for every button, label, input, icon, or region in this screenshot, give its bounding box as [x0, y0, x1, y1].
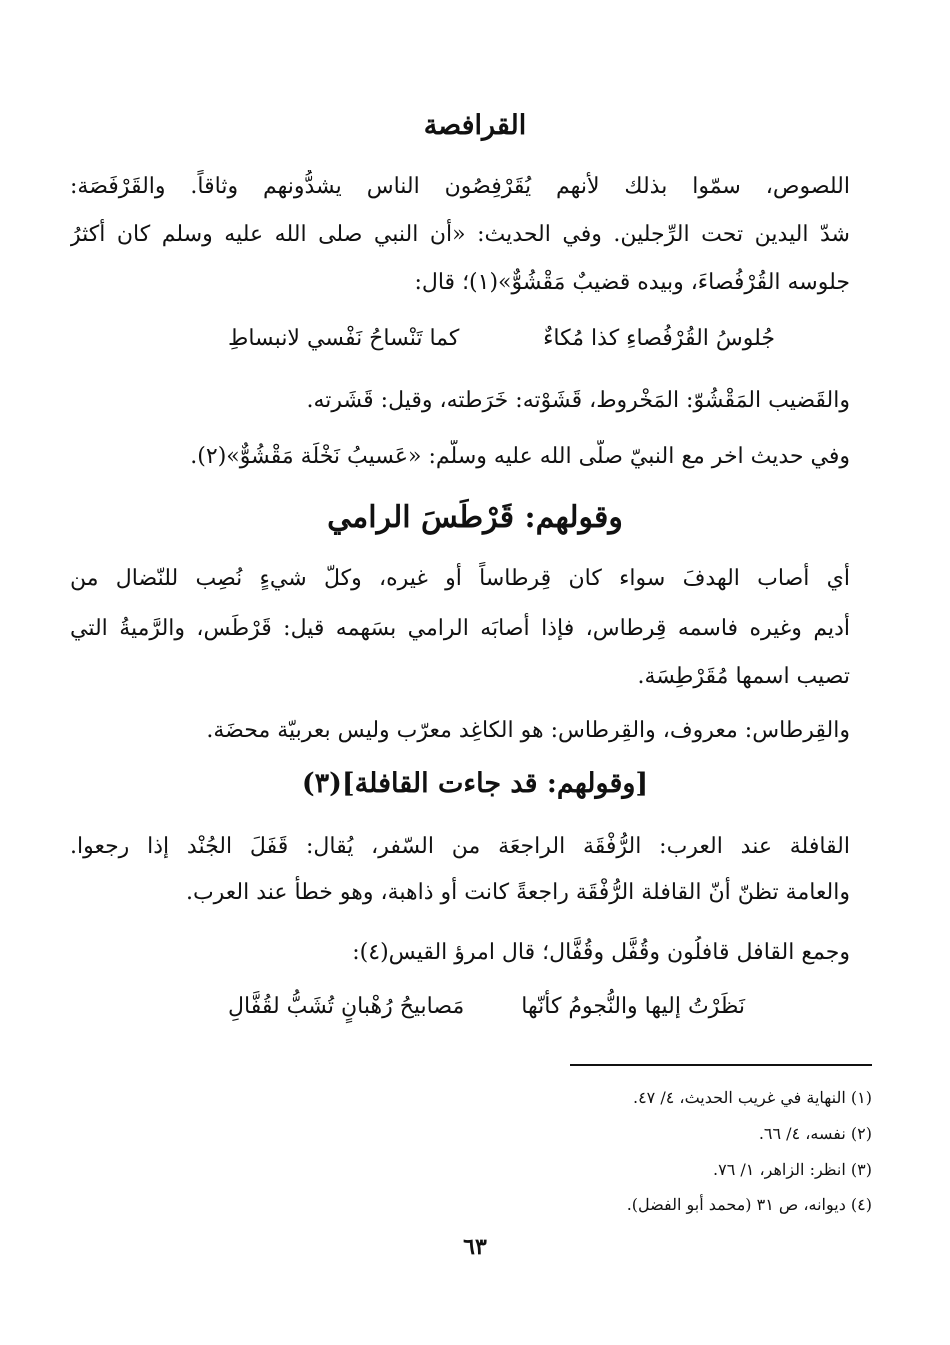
heading-qartasa: وقولهم: قَرْطَسَ الرامي — [327, 500, 623, 535]
text-line: وفي حديث اخر مع النبيّ صلّى الله عليه وسلّم: «عَسيبُ نَخْلَة مَقْشُوٌّ»(٢). — [190, 444, 850, 469]
text-line: وجمع القافل قافلُون وقُفَّل وقُفَّال؛ قال امرؤ القيس(٤): — [352, 940, 850, 965]
text-line: والقَضيب المَقْشُوّ: المَخْروط، قَشَوْته: خَرَطته، وقيل: قَشَرته. — [306, 388, 850, 413]
heading-qafila: [وقولهم: قد جاءت القافلة](٣) — [301, 768, 649, 799]
text-line: أي أصاب الهدفَ سواء كان قِرطاساً أو غيره، وكلّ شيءٍ نُصِب للنّضال من — [70, 566, 850, 591]
text-line: أديم وغيره فاسمه قِرطاس، فإذا أصابَه الرامي بسَهمه قيل: قَرْطَس، والرَّميةُ التي — [70, 616, 850, 641]
text-line: والعامة تظنّ أنّ القافلة الرُّفْقَة راجعةً كانت أو ذاهبة، وهو خطأ عند العرب. — [185, 880, 850, 905]
text-line: القافلة عند العرب: الرُّفْقَة الراجعَة من السّفر، يُقال: قَفَلَ الجُنْد إذا رجعوا. — [70, 834, 850, 859]
footnote-3: (٣) انظر: الزاهر، ١/ ٧٦. — [713, 1160, 872, 1179]
text-line: جلوسه القُرْفُصاءَ، وبيده قضيبٌ مَقْشُوٌّ»(١)؛ قال: — [414, 270, 850, 295]
footnote-2: (٢) نفسه، ٤/ ٦٦. — [758, 1124, 872, 1143]
heading-qarafisa: القرافصة — [423, 110, 527, 141]
text-line: تصيب اسمها مُقَرْطِسَة. — [637, 664, 850, 689]
text-line: شدّ اليدين تحت الرِّجلين. وفي الحديث: «أن النبي صلى الله عليه وسلم كان أكثرُ — [70, 222, 850, 247]
footnote-divider — [570, 1064, 872, 1066]
verse-hemistich-right: نَظَرْتُ إليها والنُّجومُ كأنّها — [521, 994, 745, 1019]
verse-hemistich-left: مَصابيحُ رُهْبانٍ تُشَبُّ لقُفَّالِ — [228, 994, 465, 1019]
verse-hemistich-left: كما تَنْساحُ نَفْسي لانبساطِ — [228, 326, 460, 351]
footnote-1: (١) النهاية في غريب الحديث، ٤/ ٤٧. — [632, 1088, 872, 1107]
verse-hemistich-right: جُلوسُ القُرْفُصاءِ كذا مُكاءٌ — [543, 326, 775, 351]
text-line: والقِرطاس: معروف، والقِرطاس: هو الكاغِد معرّب وليس بعربيّة محضَة. — [206, 718, 850, 743]
text-line: اللصوص، سمّوا بذلك لأنهم يُقَرْفِصُون الناس يشدُّونهم وثاقاً. والقَرْفَصَة: — [70, 174, 850, 199]
footnote-4: (٤) ديوانه، ص ٣١ (محمد أبو الفضل). — [626, 1195, 872, 1214]
page-number: ٦٣ — [463, 1234, 487, 1260]
